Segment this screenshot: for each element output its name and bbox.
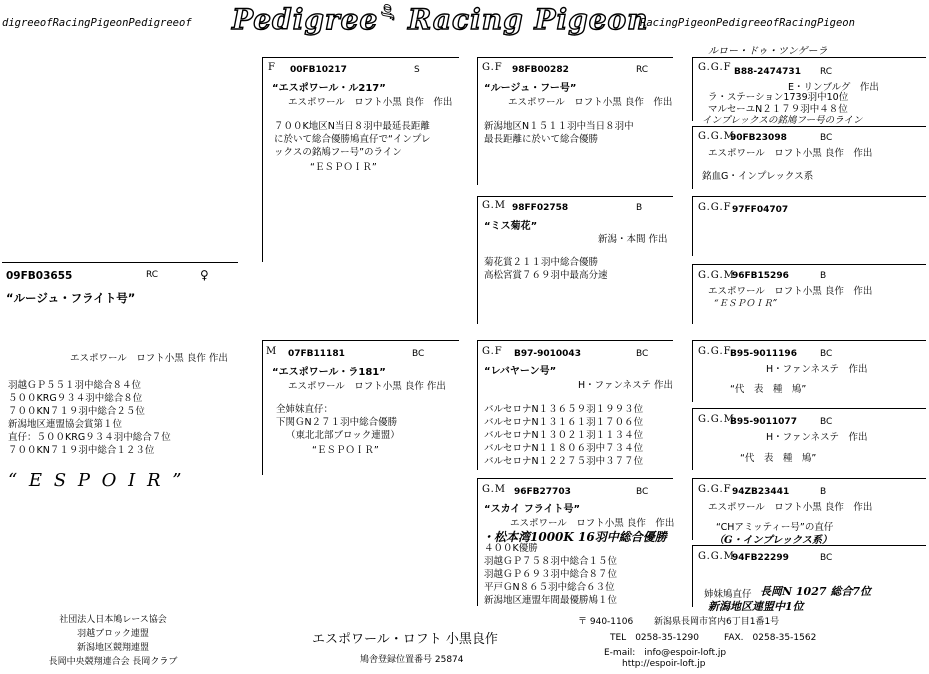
- ggf4-line: [692, 478, 693, 540]
- ggf3-top: [692, 340, 926, 341]
- note-line: 全姉妹直仔：: [276, 404, 334, 415]
- ggf2-rel: G.G.F: [698, 202, 732, 213]
- association-line: 社団法人日本鳩レース協会: [59, 615, 167, 625]
- ggf2-ring: 97FF04707: [732, 205, 789, 215]
- result-line: ７００KN７１９羽中総合２５位: [8, 406, 145, 417]
- ggf4-breeder: エスポワール ロフト小黒 良作 作出: [708, 502, 873, 513]
- ggf4-hand: （G・インプレックス系）: [714, 535, 832, 546]
- ggf2-top: [692, 196, 926, 197]
- postal-code: 〒 940-1106: [578, 617, 634, 627]
- gf-pat-ring: 98FB00282: [512, 65, 569, 75]
- ggm3-breeder: H・ファンネステ 作出: [766, 432, 868, 443]
- father-breeder: エスポワール ロフト小黒 良作 作出: [288, 97, 453, 108]
- ggf3-rel: G.G.F: [698, 346, 732, 357]
- result-line: ５００KRG９３４羽中総合８位: [8, 393, 143, 404]
- ggm1-ring: 90FB23098: [730, 133, 787, 143]
- father-color: S: [414, 65, 420, 75]
- ggm2-line: [692, 264, 693, 324]
- note-line: 新潟地区連盟年間最優勝鳩１位: [484, 595, 618, 606]
- gm-mat-rel: G.M: [482, 484, 507, 495]
- gm-pat-color: B: [636, 203, 643, 213]
- result-line: 羽越ＧＰ５５１羽中総合８４位: [8, 380, 142, 391]
- note-line: 菊花賞２１１羽中総合優勝: [484, 257, 599, 268]
- gm-mat-line: [477, 478, 478, 606]
- ggm2-top: [692, 264, 926, 265]
- father-rel: F: [268, 62, 276, 73]
- ggf2-line: [692, 196, 693, 256]
- ggm4-color: BC: [820, 553, 833, 563]
- note-line: バルセロナN１３０２１羽１１３４位: [484, 430, 644, 441]
- note-line: （東北北部ブロック連盟）: [286, 430, 400, 441]
- subject-ring: 09FB03655: [6, 270, 73, 282]
- fax: FAX. 0258-35-1562: [724, 633, 817, 643]
- subject-line: [2, 262, 238, 263]
- result-line: 直仔：５００KRG９３４羽中総合７位: [8, 432, 171, 443]
- note-line: 羽越ＧＰ６９３羽中総合８７位: [484, 569, 618, 580]
- ggf1-hand-top: ルロー・ドゥ・ツンゲーラ: [708, 46, 828, 57]
- gm-pat-breeder: 新潟・本間 作出: [598, 234, 668, 245]
- mother-color: BC: [412, 349, 425, 359]
- ggf1-color: RC: [820, 67, 833, 77]
- gm-mat-color: BC: [636, 487, 649, 497]
- father-line: “ＥＳＰＯＩＲ”: [310, 162, 377, 173]
- header-scroll-left: digreeofRacingPigeonPedigreeof: [2, 17, 192, 29]
- loft-name: エスポワール・ロフト 小黒良作: [312, 632, 498, 647]
- ggm2-color: B: [820, 271, 827, 281]
- note-line: ７００K地区N当日８羽中最延長距離: [274, 121, 430, 132]
- ggf1-breeder: E・リンブルグ 作出: [788, 82, 879, 93]
- note-line: 下関ＧN２７１羽中総合優勝: [276, 417, 398, 428]
- subject-color: RC: [146, 270, 159, 280]
- ggm3-top: [692, 408, 926, 409]
- ggm3-note: “代 表 種 鳩”: [740, 453, 817, 464]
- ggm2-hand: “ＥＳＰＯＩＲ”: [714, 299, 778, 309]
- ggf4-rel: G.G.F: [698, 484, 732, 495]
- mother-breeder: エスポワール ロフト小黒 良作 作出: [288, 381, 446, 392]
- title-racing-pigeon: Racing Pigeon: [408, 3, 649, 36]
- ggm3-line: [692, 408, 693, 470]
- father-name: “エスポワール・ル217”: [272, 83, 386, 94]
- ggm1-color: BC: [820, 133, 833, 143]
- gf-pat-line: [477, 57, 478, 185]
- gf-mat-notes: [484, 403, 643, 468]
- father-notes: [274, 120, 431, 159]
- ggm1-rel: G.G.M: [698, 131, 735, 142]
- mother-rel: M: [266, 346, 278, 357]
- note-line: バルセロナN１３６５９羽１９９３位: [484, 404, 644, 415]
- gf-mat-top: [477, 340, 673, 341]
- ggf1-line: [692, 57, 693, 121]
- telephone: TEL 0258-35-1290: [610, 633, 699, 643]
- ggm2-rel: G.G.M: [698, 270, 735, 281]
- gf-pat-color: RC: [636, 65, 649, 75]
- result-line: ７００KN７１９羽中総合１２３位: [8, 445, 155, 456]
- gm-mat-notes: [484, 542, 617, 607]
- note-line: 最長距離に於いて総合優勝: [484, 134, 599, 145]
- female-icon: ♀: [200, 268, 209, 282]
- ggm3-color: BC: [820, 417, 833, 427]
- subject-name: “ルージュ・フライト号”: [6, 291, 136, 305]
- ggf4-color: B: [820, 487, 827, 497]
- gf-mat-line: [477, 340, 478, 470]
- mother-ring: 07FB11181: [288, 349, 345, 359]
- ggf1-rel: G.G.F: [698, 62, 732, 73]
- ggf1-hand-bottom: インプレックスの銘鳩フー号のライン: [702, 115, 863, 126]
- ggf1-line1: ラ・ステーション1739羽中10位: [708, 92, 849, 103]
- ggm4-note: 姉妹鳩直仔: [704, 589, 752, 600]
- ggm3-ring: B95-9011077: [730, 417, 797, 427]
- ggm1-breeder: エスポワール ロフト小黒 良作 作出: [708, 148, 873, 159]
- gf-mat-name: “レバヤーン号”: [484, 366, 557, 377]
- gm-pat-notes: [484, 256, 608, 282]
- gf-pat-breeder: エスポワール ロフト小黒 良作 作出: [508, 97, 673, 108]
- subject-breeder: エスポワール ロフト小黒 良作 作出: [70, 353, 228, 364]
- subject-results: [8, 379, 171, 457]
- gf-mat-rel: G.F: [482, 346, 503, 357]
- association-line: 長岡中央競翔連合会 長岡クラブ: [48, 657, 178, 667]
- mother-name: “エスポワール・ラ181”: [272, 367, 386, 378]
- gm-mat-breeder: エスポワール ロフト小黒 良作 作出: [510, 518, 675, 529]
- note-line: バルセロナN１３１６１羽１７０６位: [484, 417, 644, 428]
- note-line: バルセロナN１２２７５羽中３７７位: [484, 456, 644, 467]
- email-link[interactable]: E-mail: info@espoir-loft.jp: [604, 648, 727, 658]
- note-line: ックスの銘鳩フー号”のライン: [274, 147, 402, 158]
- association-line: 羽越ブロック連盟: [77, 629, 149, 639]
- ggm4-hand1: 長岡N 1027 総合7位: [760, 585, 871, 598]
- gm-pat-line: [477, 196, 478, 324]
- ggm1-line: [692, 126, 693, 189]
- header-scroll-right: RacingPigeonPedigreeofRacingPigeon: [640, 17, 855, 29]
- ggm2-ring: 96FB15296: [732, 271, 789, 281]
- association-line: 新潟地区競翔連盟: [76, 643, 149, 653]
- footer-associations: [18, 613, 208, 669]
- ggm4-hand2: 新潟地区連盟中1位: [708, 600, 804, 613]
- gf-mat-breeder: H・ファンネステ 作出: [578, 380, 673, 391]
- note-line: 新潟地区N１５１１羽中当日８羽中: [484, 121, 634, 132]
- gf-mat-color: BC: [636, 349, 649, 359]
- ggf3-color: BC: [820, 349, 833, 359]
- result-line: 新潟地区連盟協会賞第１位: [8, 419, 123, 430]
- mother-notes: [276, 403, 400, 442]
- ggf4-note: “CHアミッティー号”の直仔: [716, 522, 834, 533]
- ggm4-line: [692, 545, 693, 607]
- gm-pat-ring: 98FF02758: [512, 203, 569, 213]
- address: 新潟県長岡市宮内6丁目1番1号: [654, 617, 780, 627]
- ggm4-rel: G.G.M: [698, 551, 735, 562]
- gm-pat-rel: G.M: [482, 200, 507, 211]
- ggf3-ring: B95-9011196: [730, 349, 797, 359]
- gf-mat-ring: B97-9010043: [514, 349, 581, 359]
- gf-pat-top: [477, 57, 673, 58]
- gm-pat-name: “ミス菊花”: [484, 221, 538, 232]
- note-line: に於いて総合優勝鳩直仔で“インプレ: [274, 134, 431, 145]
- bracket-father-line: [262, 57, 263, 262]
- ggf3-line: [692, 340, 693, 402]
- note-line: バルセロナN１１８０６羽中７３４位: [484, 443, 644, 454]
- gf-pat-rel: G.F: [482, 62, 503, 73]
- gm-mat-top: [477, 478, 673, 479]
- father-top-line: [262, 57, 459, 58]
- ggf1-top: [692, 57, 926, 58]
- ggm1-top: [692, 126, 926, 127]
- website-link[interactable]: http://espoir-loft.jp: [622, 659, 706, 669]
- subject-handwritten: “ E S P O I R ”: [8, 470, 185, 491]
- ggf1-ring: B88-2474731: [734, 67, 801, 77]
- ggm1-note: 銘血G・インプレックス系: [702, 171, 814, 182]
- ggf1-line2: マルセーユN２１７９羽中４８位: [708, 104, 848, 115]
- gm-pat-top: [477, 196, 673, 197]
- ggf4-top: [692, 478, 926, 479]
- ggm3-rel: G.G.M: [698, 414, 735, 425]
- title-of: of: [380, 4, 395, 19]
- gm-mat-handwritten: ・松本湾1000K 16羽中総合優勝: [482, 530, 667, 544]
- mother-line: “ＥＳＰＯＩＲ”: [312, 445, 379, 456]
- ggm4-ring: 94FB22299: [732, 553, 789, 563]
- father-ring: 00FB10217: [290, 65, 347, 75]
- note-line: 平戸ＧN８６５羽中総合６３位: [484, 582, 615, 593]
- note-line: ４００K優勝: [484, 543, 538, 554]
- gm-mat-name: “スカイ フライト号”: [484, 504, 581, 515]
- bracket-mother-line: [262, 340, 263, 475]
- ggf3-breeder: H・ファンネステ 作出: [766, 364, 868, 375]
- ggf3-note: “代 表 種 鳩”: [730, 384, 807, 395]
- title-pedigree: Pedigree: [232, 3, 379, 36]
- gf-pat-notes: [484, 120, 634, 146]
- registration-number: 鳩舎登録位置番号 25874: [360, 655, 464, 665]
- ggm2-breeder: エスポワール ロフト小黒 良作 作出: [708, 286, 873, 297]
- note-line: 羽越ＧＰ７５８羽中総合１５位: [484, 556, 618, 567]
- gm-mat-ring: 96FB27703: [514, 487, 571, 497]
- gf-pat-name: “ルージュ・フー号”: [484, 83, 577, 94]
- ggf4-ring: 94ZB23441: [732, 487, 790, 497]
- note-line: 高松宮賞７６９羽中最高分速: [484, 270, 608, 281]
- mother-top-line: [262, 340, 459, 341]
